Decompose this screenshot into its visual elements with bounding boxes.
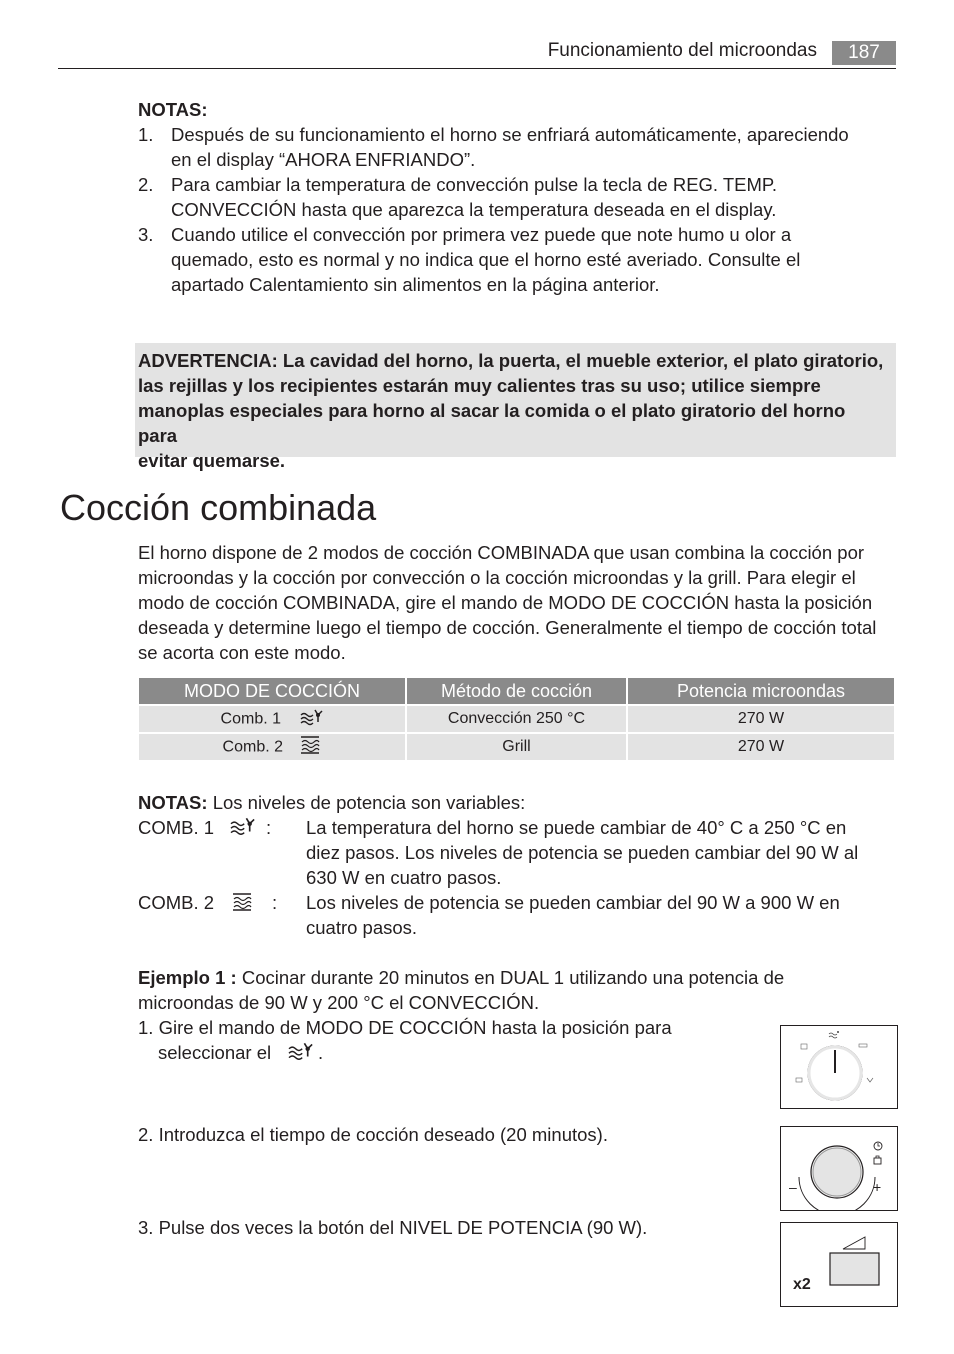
colon: : xyxy=(272,892,278,913)
example-text: Cocinar durante 20 minutos en DUAL 1 utilizando una potencia de xyxy=(241,967,785,988)
comb1-label: COMB. 1 xyxy=(138,817,215,838)
notes-list xyxy=(0,122,954,302)
intro-line: modo de cocción COMBINADA, gire el mando de MODO DE COCCIÓN hasta la posición xyxy=(138,592,873,613)
step1-line1: 1. Gire el mando de MODO DE COCCIÓN hasta la posición para xyxy=(138,1017,672,1038)
header-title: Funcionamiento del microondas xyxy=(547,40,817,61)
power-button-illustration xyxy=(780,1222,898,1307)
intro-line: microondas y la cocción por convección o la cocción microondas y la grill. Para elegir el xyxy=(138,567,856,588)
table-cell-mode xyxy=(139,706,405,732)
grill-microwave-icon xyxy=(231,892,253,917)
times-two-label: x2 xyxy=(793,1276,811,1293)
page-number: 187 xyxy=(832,41,896,65)
note-line: Después de su funcionamiento el horno se enfriará automáticamente, apareciendo xyxy=(171,124,849,145)
comb1-line: diez pasos. Los niveles de potencia se pueden cambiar del 90 W al xyxy=(306,842,859,863)
notes2-intro-text: Los niveles de potencia son variables: xyxy=(212,792,526,813)
example-line xyxy=(138,965,898,990)
mode-label: Comb. 1 xyxy=(220,710,281,728)
section-title: Cocción combinada xyxy=(60,487,377,528)
step3-text: 3. Pulse dos veces la botón del NIVEL DE POTENCIA (90 W). xyxy=(138,1217,648,1238)
note-line: Cuando utilice el convección por primera vez puede que note humo u olor a xyxy=(171,224,792,245)
notes2-intro xyxy=(138,790,525,815)
note-item xyxy=(171,122,896,172)
intro-line: deseada y determine luego el tiempo de cocción. Generalmente el tiempo de cocción total xyxy=(138,617,877,638)
example-heading: Ejemplo 1 : xyxy=(138,967,237,988)
comb2-line: cuatro pasos. xyxy=(306,917,418,938)
notes2-heading: NOTAS: xyxy=(138,792,208,813)
note-item xyxy=(171,172,896,222)
example-line: microondas de 90 W y 200 °C el CONVECCIÓN. xyxy=(138,992,540,1013)
warning-line: ADVERTENCIA: La cavidad del horno, la puerta, el mueble exterior, el plato giratorio, xyxy=(138,350,884,371)
step1-line2: seleccionar el xyxy=(158,1042,272,1063)
minus-sign: – xyxy=(789,1179,797,1195)
modes-table xyxy=(137,676,896,762)
warning-line: manoplas especiales para horno al sacar la comida o el plato giratorio del horno para xyxy=(138,400,846,446)
table-cell-mode xyxy=(139,734,405,760)
table-cell-method: Convección 250 °C xyxy=(407,706,626,732)
intro-paragraph xyxy=(138,540,898,665)
table-cell-power: 270 W xyxy=(628,706,894,732)
note-number: 3. xyxy=(138,224,154,245)
table-header: Método de cocción xyxy=(407,678,626,704)
step2-text: 2. Introduzca el tiempo de cocción deseado (20 minutos). xyxy=(138,1124,608,1145)
comb1-line: 630 W en cuatro pasos. xyxy=(306,867,502,888)
time-knob-icon xyxy=(781,1127,897,1210)
comb2-text xyxy=(306,890,896,940)
mode-dial-icon xyxy=(781,1026,897,1108)
note-line: en el display “AHORA ENFRIANDO”. xyxy=(171,149,476,170)
plus-sign: + xyxy=(873,1179,882,1195)
table-cell-power: 270 W xyxy=(628,734,894,760)
grill-microwave-icon xyxy=(299,735,321,760)
note-item xyxy=(171,222,896,297)
note-line: quemado, esto es normal y no indica que el horno esté averiado. Consulte el xyxy=(171,249,801,270)
table-header: MODO DE COCCIÓN xyxy=(139,678,405,704)
note-line: apartado Calentamiento sin alimentos en la página anterior. xyxy=(171,274,660,295)
mode-label: Comb. 2 xyxy=(222,738,283,756)
comb1-line: La temperatura del horno se puede cambiar de 40° C a 250 °C en xyxy=(306,817,847,838)
notes-heading: NOTAS: xyxy=(138,99,208,120)
warning-line: las rejillas y los recipientes estarán muy calientes tras su uso; utilice siempre xyxy=(138,375,821,396)
note-number: 2. xyxy=(138,174,154,195)
table-header-row xyxy=(139,678,894,704)
warning-line: evitar quemarse. xyxy=(138,450,286,471)
note-line: CONVECCIÓN hasta que aparezca la temperatura deseada en el display. xyxy=(171,199,777,220)
mode-dial-illustration xyxy=(780,1025,898,1109)
table-cell-method: Grill xyxy=(407,734,626,760)
example-intro xyxy=(138,965,898,1015)
convection-microwave-icon xyxy=(286,1040,314,1067)
table-row xyxy=(139,734,894,760)
comb2-label: COMB. 2 xyxy=(138,892,215,913)
convection-microwave-icon xyxy=(228,815,256,842)
note-line: Para cambiar la temperatura de convección pulse la tecla de REG. TEMP. xyxy=(171,174,778,195)
comb1-text xyxy=(306,815,896,890)
intro-line: El horno dispone de 2 modos de cocción COMBINADA que usan combina la cocción por xyxy=(138,542,865,563)
colon: : xyxy=(266,817,272,838)
convection-microwave-icon xyxy=(299,707,323,732)
comb2-line: Los niveles de potencia se pueden cambiar del 90 W a 900 W en xyxy=(306,892,840,913)
table-header: Potencia microondas xyxy=(628,678,894,704)
intro-line: se acorta con este modo. xyxy=(138,642,346,663)
header-rule xyxy=(58,68,896,69)
time-knob-illustration xyxy=(780,1126,898,1211)
note-number: 1. xyxy=(138,124,154,145)
step1-end: . xyxy=(318,1042,324,1063)
table-row xyxy=(139,706,894,732)
warning-text xyxy=(138,348,888,473)
